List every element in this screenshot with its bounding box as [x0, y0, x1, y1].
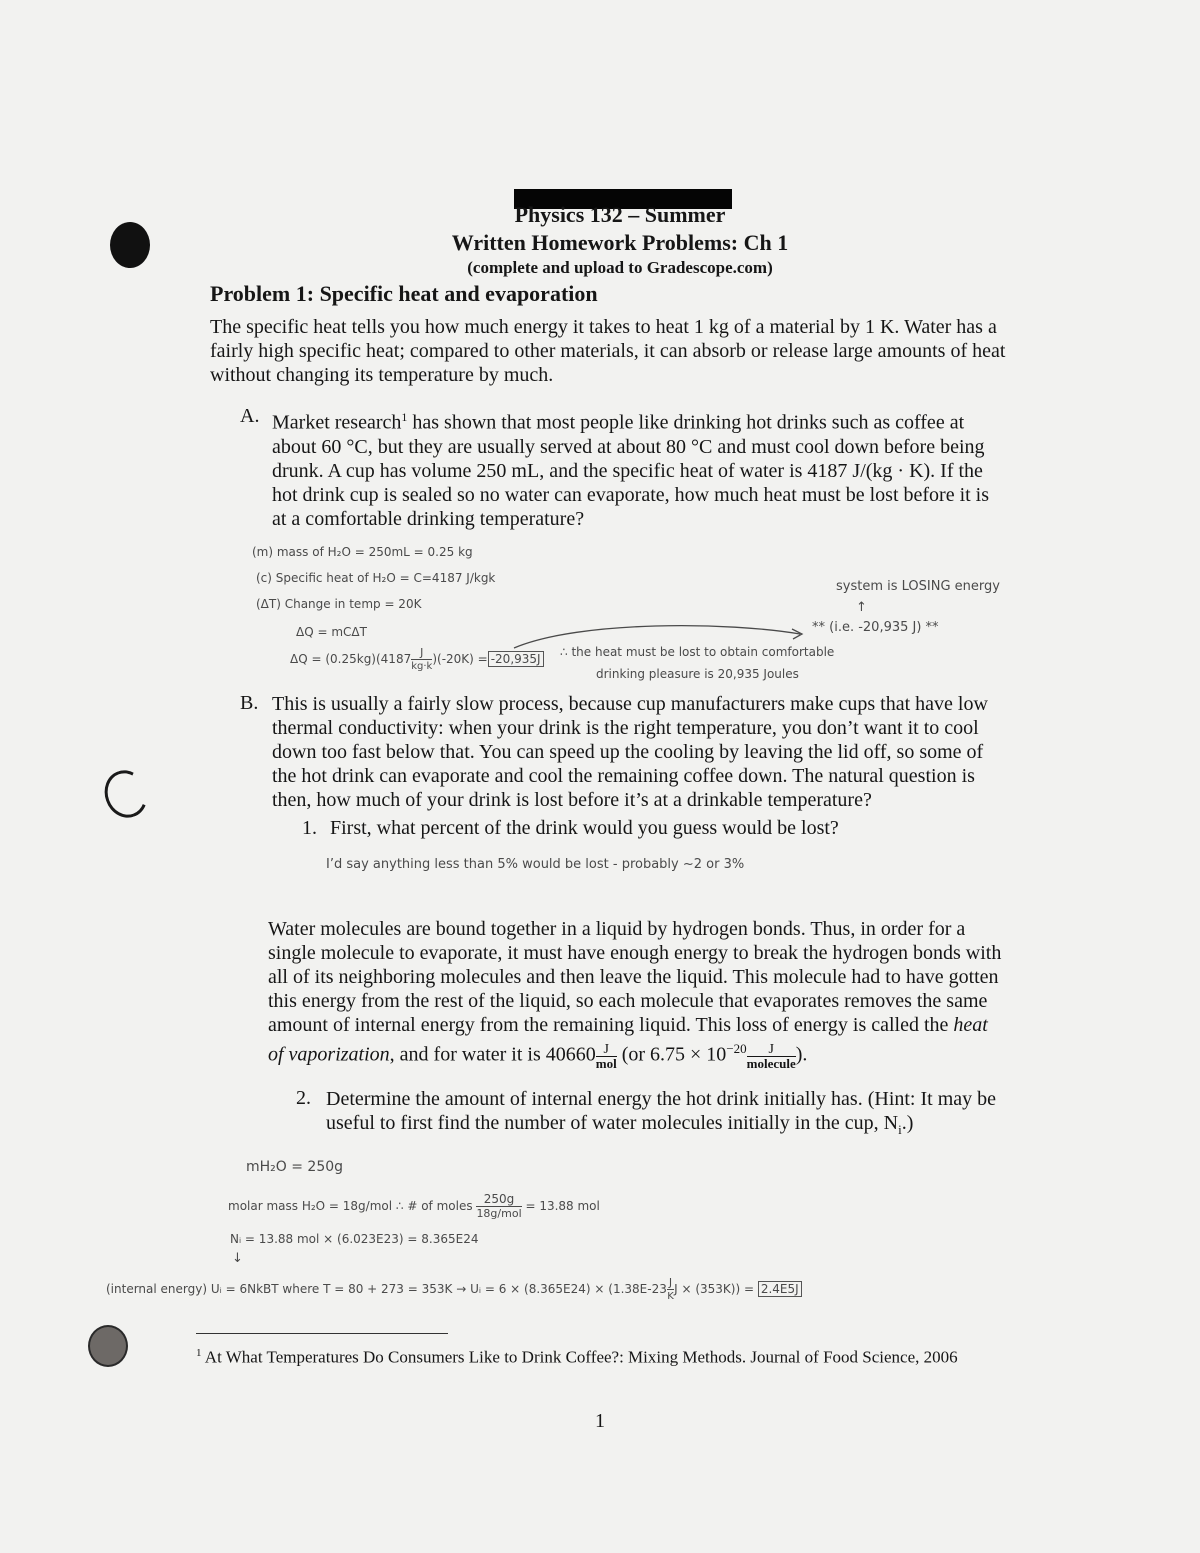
assignment-title: Written Homework Problems: Ch 1: [451, 230, 789, 255]
hw-conclusion-1: ∴ the heat must be lost to obtain comfortable: [560, 645, 835, 659]
part-b-label: B.: [240, 692, 259, 714]
fraction-j-per-mol: $\frac{J}{\text{mol}}$: [595, 1041, 617, 1071]
hw-calculation: ΔQ = (0.25kg)(4187 $\frac{J}{kg\cdot k}$ )(-20K) = -20,935J: [290, 646, 544, 673]
hw-mass: (m) mass of H₂O = 250mL = 0.25 kg: [252, 545, 473, 559]
hw-answer-box: -20,935J: [488, 651, 544, 667]
problem-intro: The specific heat tells you how much energy it takes to heat 1 kg of a material by 1 K. Water has a fairly high specific heat; compared to other materials, it can absorb or release large amounts of heat without changing its temperature by much.: [210, 316, 1006, 386]
q2-number: 2.: [296, 1087, 311, 1109]
vaporization-paragraph: Water molecules are bound together in a liquid by hydrogen bonds. Thus, in order for a single molecule to evaporate, it must have enough energy to break the hydrogen bonds with all of its neighboring molecules and then leave the liquid. This molecule had to have gotten this energy from the rest of the liquid, so each molecule that evaporates removes the same amount of internal energy from the remaining liquid. This loss of energy is called the heat of vaporization, and for water it is 40660 $\frac{J}{\text{mol}}$ (or $6.75 \times 10^{-20}$ $\frac{J}{\text{molecule}}$ ).: [268, 918, 1002, 1071]
course-title: Physics 132 – Summer: [514, 202, 726, 227]
hw-moles: molar mass H₂O = 18g/mol ∴ # of moles $\frac{250g}{\text{18g/mol}}$ = 13.88 mol: [228, 1192, 600, 1220]
hw-delta-t: (ΔT) Change in temp = 20K: [256, 597, 422, 611]
q2-question: Determine the amount of internal energy the hot drink initially has. (Hint: It may be useful to first find the number of water molecules initially in the cup, $N_i$.): [326, 1088, 997, 1137]
q1-number: 1.: [302, 817, 317, 839]
hw-formula: ΔQ = mCΔT: [296, 625, 367, 639]
part-a-label: A.: [240, 405, 260, 427]
hw-conclusion-2: drinking pleasure is 20,935 Joules: [596, 667, 799, 681]
part-a-question: Market research$^1$ has shown that most people like drinking hot drinks such as coffee at about 60 °C, but they are usually served at about 80 °C and must cool down before being drunk. A cup has volume 250 mL, and the specific heat of water is 4187 J/(kg · K). If the hot drink cup is sealed so no water can evaporate, how much heat must be lost before it is at a comfortable drinking temperature?: [272, 410, 990, 530]
page-number: 1: [595, 1410, 605, 1432]
hw-energy-note: ** (i.e. -20,935 J) **: [812, 620, 939, 635]
hw-mass-water: mH₂O = 250g: [246, 1159, 344, 1175]
footnote-divider: [196, 1333, 448, 1334]
submission-note: (complete and upload to Gradescope.com): [467, 258, 773, 277]
hw-curved-arrow: [500, 618, 810, 658]
q1-handwritten-answer: I’d say anything less than 5% would be lost - probably ~2 or 3%: [326, 857, 745, 872]
problem-title: Problem 1: Specific heat and evaporation: [210, 281, 598, 306]
fraction-j-per-molecule: $\frac{J}{\text{molecule}}$: [746, 1041, 796, 1071]
footnote-ref: 1: [401, 410, 408, 424]
footnote: $^1$ At What Temperatures Do Consumers Like to Drink Coffee?: Mixing Methods. Journal of Food Science, 2006: [196, 1347, 958, 1367]
hw-molecule-count: Nᵢ = 13.88 mol × (6.023E23) = 8.365E24: [230, 1232, 479, 1246]
q1-question: First, what percent of the drink would you guess would be lost?: [330, 817, 839, 839]
part-b-question: This is usually a fairly slow process, because cup manufacturers make cups that have low thermal conductivity: when your drink is the right temperature, you don’t want it to cool down too fast below that. You can speed up the cooling by leaving the lid off, so some of the hot drink can evaporate and cool the remaining coffee down. The natural question is then, how much of your drink is lost before it’s at a drinkable temperature?: [272, 693, 988, 811]
hw-up-arrow: ↑: [856, 600, 867, 615]
hw-specific-heat: (c) Specific heat of H₂O = C=4187 J/kgk: [256, 571, 496, 585]
hw-internal-energy: (internal energy) Uᵢ = 6NkBT where T = 80 + 273 = 353K → Uᵢ = 6 × (8.365E24) × (1.38E-23 $\frac{J}{K}$ J × (353K)) = 2.4E5J: [106, 1276, 802, 1303]
binder-hole-bottom: [88, 1325, 128, 1367]
hw-system-note: system is LOSING energy: [836, 579, 1000, 594]
hw-final-answer-box: 2.4E5J: [758, 1281, 802, 1297]
binder-hole-middle: [98, 764, 154, 823]
hw-down-arrow: ↓: [232, 1251, 243, 1266]
